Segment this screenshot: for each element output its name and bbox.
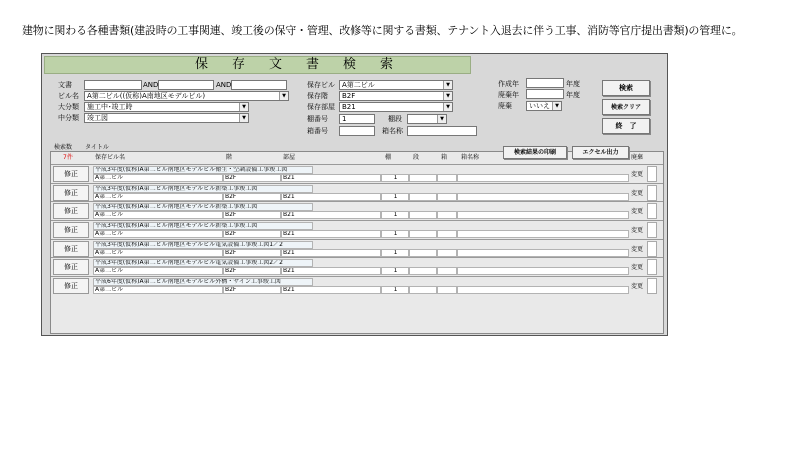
building-label: ビル名 [58, 92, 79, 100]
storage-building-select[interactable] [339, 80, 453, 90]
chevron-down-icon[interactable]: ▼ [443, 92, 452, 100]
change-link[interactable]: 変更 [631, 245, 644, 253]
box-name-input[interactable] [407, 126, 477, 136]
edit-button[interactable]: 修正 [53, 278, 89, 294]
storage-room-value: B21 [342, 103, 356, 111]
room-column-header: 部屋 [283, 154, 296, 161]
record-tier[interactable] [409, 230, 437, 238]
disposal-checkbox[interactable] [647, 222, 657, 238]
record-title[interactable]: 平成3年度(仮称)A第二ビル南地区モデルビル新築工事竣工図 [93, 222, 313, 230]
record-shelf[interactable]: 1 [381, 249, 409, 257]
shelf-no-value: 1 [342, 115, 347, 123]
disposal-checkbox[interactable] [647, 203, 657, 219]
record-room[interactable]: B21 [281, 174, 381, 182]
chevron-down-icon[interactable]: ▼ [437, 115, 446, 123]
floor-column-header: 階 [226, 154, 233, 161]
table-row [51, 201, 663, 220]
record-box[interactable] [437, 193, 457, 201]
record-room[interactable]: B21 [281, 193, 381, 201]
record-title[interactable]: 平成3年度(仮称)A第二ビル南地区モデルビル新築工事竣工図 [93, 203, 313, 211]
record-building[interactable]: A第二ビル [93, 211, 223, 219]
disposal-column-header: 廃棄 [631, 154, 644, 161]
change-link[interactable]: 変更 [631, 283, 644, 291]
disposal-checkbox[interactable] [647, 185, 657, 201]
shelf-tier-label: 棚段 [388, 115, 402, 123]
record-box[interactable] [437, 267, 457, 275]
storage-room-select[interactable] [339, 102, 453, 112]
box-no-label: 箱番号 [307, 127, 328, 135]
table-row [51, 276, 663, 295]
discard-select[interactable] [526, 101, 562, 111]
record-box[interactable] [437, 211, 457, 219]
record-box[interactable] [437, 286, 457, 294]
and-label-1: AND [143, 81, 159, 89]
record-shelf[interactable]: 1 [381, 211, 409, 219]
record-box-name[interactable] [457, 286, 629, 294]
middle-category-label: 中分類 [58, 114, 79, 122]
excel-export-button[interactable]: エクセル出力 [572, 146, 629, 159]
search-clear-button[interactable]: 検索クリア [602, 99, 650, 115]
result-count-value: 7件 [63, 154, 73, 161]
major-category-value: 施工中･竣工時 [87, 103, 133, 111]
table-row [51, 239, 663, 258]
window-title: 保存文書検索 [195, 57, 418, 72]
storage-building-label: 保存ビル [307, 81, 335, 89]
records-list [51, 164, 663, 295]
record-box[interactable] [437, 230, 457, 238]
chevron-down-icon[interactable]: ▼ [443, 81, 452, 89]
and-label-2: AND [216, 81, 232, 89]
tier-column-header: 段 [413, 154, 420, 161]
created-year-label: 作成年 [498, 80, 519, 88]
storage-building-value: A第二ビル [342, 81, 375, 89]
disposal-checkbox[interactable] [647, 278, 657, 294]
record-floor[interactable]: B2F [223, 211, 281, 219]
record-floor[interactable]: B2F [223, 174, 281, 182]
record-building[interactable]: A第二ビル [93, 193, 223, 201]
title-column-header: タイトル [85, 144, 109, 151]
edit-button[interactable]: 修正 [53, 185, 89, 201]
edit-button[interactable]: 修正 [53, 259, 89, 275]
record-tier[interactable] [409, 193, 437, 201]
middle-category-select[interactable] [84, 113, 249, 123]
box-no-input[interactable] [339, 126, 375, 136]
major-category-label: 大分類 [58, 103, 79, 111]
table-row [51, 257, 663, 276]
chevron-down-icon[interactable]: ▼ [279, 92, 288, 100]
record-building[interactable]: A第二ビル [93, 286, 223, 294]
edit-button[interactable]: 修正 [53, 203, 89, 219]
record-tier[interactable] [409, 211, 437, 219]
chevron-down-icon[interactable]: ▼ [239, 103, 248, 111]
record-building[interactable]: A第二ビル [93, 230, 223, 238]
change-link[interactable]: 変更 [631, 189, 644, 197]
record-floor[interactable]: B2F [223, 193, 281, 201]
record-box[interactable] [437, 249, 457, 257]
record-box-name[interactable] [457, 267, 629, 275]
record-shelf[interactable]: 1 [381, 286, 409, 294]
record-box-name[interactable] [457, 193, 629, 201]
disposal-checkbox[interactable] [647, 259, 657, 275]
building-select[interactable] [84, 91, 289, 101]
edit-button[interactable]: 修正 [53, 222, 89, 238]
window-titlebar [44, 56, 471, 74]
record-building[interactable]: A第二ビル [93, 249, 223, 257]
record-title[interactable]: 平成6年度(仮称)A第二ビル南地区モデルビル外構・サイン工事竣工図 [93, 278, 313, 286]
results-grid [50, 144, 664, 334]
record-room[interactable]: B21 [281, 249, 381, 257]
record-title[interactable]: 平成3年度(仮称)A第二ビル南地区モデルビル新築工事竣工図 [93, 185, 313, 193]
record-shelf[interactable]: 1 [381, 193, 409, 201]
record-floor[interactable]: B2F [223, 286, 281, 294]
chevron-down-icon[interactable]: ▼ [443, 103, 452, 111]
record-box-name[interactable] [457, 249, 629, 257]
record-box-name[interactable] [457, 230, 629, 238]
print-results-button[interactable]: 検索結果の印刷 [503, 146, 567, 159]
record-room[interactable]: B21 [281, 211, 381, 219]
record-title[interactable]: 平成3年度(仮称)A第二ビル南地区モデルビル衛生・空調設備工事竣工図 [93, 166, 313, 174]
disposal-year-suffix: 年度 [566, 91, 580, 99]
box-column-header: 箱 [441, 154, 448, 161]
change-link[interactable]: 変更 [631, 227, 644, 235]
storage-floor-select[interactable] [339, 91, 453, 101]
box-name-label: 箱名称 [382, 127, 403, 135]
doc-keyword-input-3[interactable] [231, 80, 287, 90]
doc-keyword-input-2[interactable] [158, 80, 214, 90]
storage-floor-value: B2F [342, 92, 356, 100]
record-shelf[interactable]: 1 [381, 174, 409, 182]
table-row [51, 183, 663, 202]
record-room[interactable]: B21 [281, 267, 381, 275]
record-floor[interactable]: B2F [223, 267, 281, 275]
discard-value: いいえ [529, 102, 550, 110]
storage-floor-label: 保存階 [307, 92, 328, 100]
box-name-column-header: 箱名称 [461, 154, 480, 161]
result-count-label: 検索数 [54, 144, 73, 151]
chevron-down-icon[interactable]: ▼ [552, 102, 561, 110]
storage-room-label: 保存部屋 [307, 103, 335, 111]
doc-label: 文書 [58, 81, 72, 89]
shelf-no-input[interactable] [339, 114, 375, 124]
doc-keyword-input-1[interactable] [84, 80, 142, 90]
record-floor[interactable]: B2F [223, 230, 281, 238]
record-room[interactable]: B21 [281, 286, 381, 294]
shelf-no-label: 棚番号 [307, 115, 328, 123]
shelf-column-header: 棚 [385, 154, 392, 161]
shelf-tier-select[interactable] [407, 114, 447, 124]
record-shelf[interactable]: 1 [381, 230, 409, 238]
record-shelf[interactable]: 1 [381, 267, 409, 275]
discard-label: 廃棄 [498, 102, 512, 110]
record-building[interactable]: A第二ビル [93, 174, 223, 182]
record-tier[interactable] [409, 249, 437, 257]
search-button[interactable]: 検索 [602, 80, 650, 96]
record-tier[interactable] [409, 286, 437, 294]
created-year-input[interactable] [526, 78, 564, 88]
disposal-checkbox[interactable] [647, 241, 657, 257]
chevron-down-icon[interactable]: ▼ [239, 114, 248, 122]
record-building[interactable]: A第二ビル [93, 267, 223, 275]
disposal-year-label: 廃棄年 [498, 91, 519, 99]
building-value: A第二ビル((仮称)A南地区モデルビル) [87, 92, 206, 100]
edit-button[interactable]: 修正 [53, 166, 89, 182]
edit-button[interactable]: 修正 [53, 241, 89, 257]
record-floor[interactable]: B2F [223, 249, 281, 257]
record-tier[interactable] [409, 174, 437, 182]
disposal-checkbox[interactable] [647, 166, 657, 182]
record-box[interactable] [437, 174, 457, 182]
disposal-year-input[interactable] [526, 89, 564, 99]
record-title[interactable]: 平成3年度(仮称)A第二ビル南地区モデルビル電気設備工事竣工図1／2 [93, 241, 313, 249]
record-box-name[interactable] [457, 211, 629, 219]
page-heading: 建物に関わる各種書類(建設時の工事関連、竣工後の保守・管理、改修等に関する書類、テナント入退去に伴う工事、消防等官庁提出書類)の管理に。 [22, 24, 743, 37]
change-link[interactable]: 変更 [631, 264, 644, 272]
table-row [51, 220, 663, 239]
change-link[interactable]: 変更 [631, 208, 644, 216]
change-link[interactable]: 変更 [631, 171, 644, 178]
search-window [41, 53, 668, 336]
created-year-suffix: 年度 [566, 80, 580, 88]
table-row [51, 164, 663, 183]
exit-button[interactable]: 終 了 [602, 118, 650, 134]
building-column-header: 保存ビル名 [95, 154, 126, 161]
middle-category-value: 竣工図 [87, 114, 108, 122]
record-title[interactable]: 平成3年度(仮称)A第二ビル南地区モデルビル電気設備工事竣工図2／2 [93, 259, 313, 267]
major-category-select[interactable] [84, 102, 249, 112]
record-tier[interactable] [409, 267, 437, 275]
record-room[interactable]: B21 [281, 230, 381, 238]
record-box-name[interactable] [457, 174, 629, 182]
